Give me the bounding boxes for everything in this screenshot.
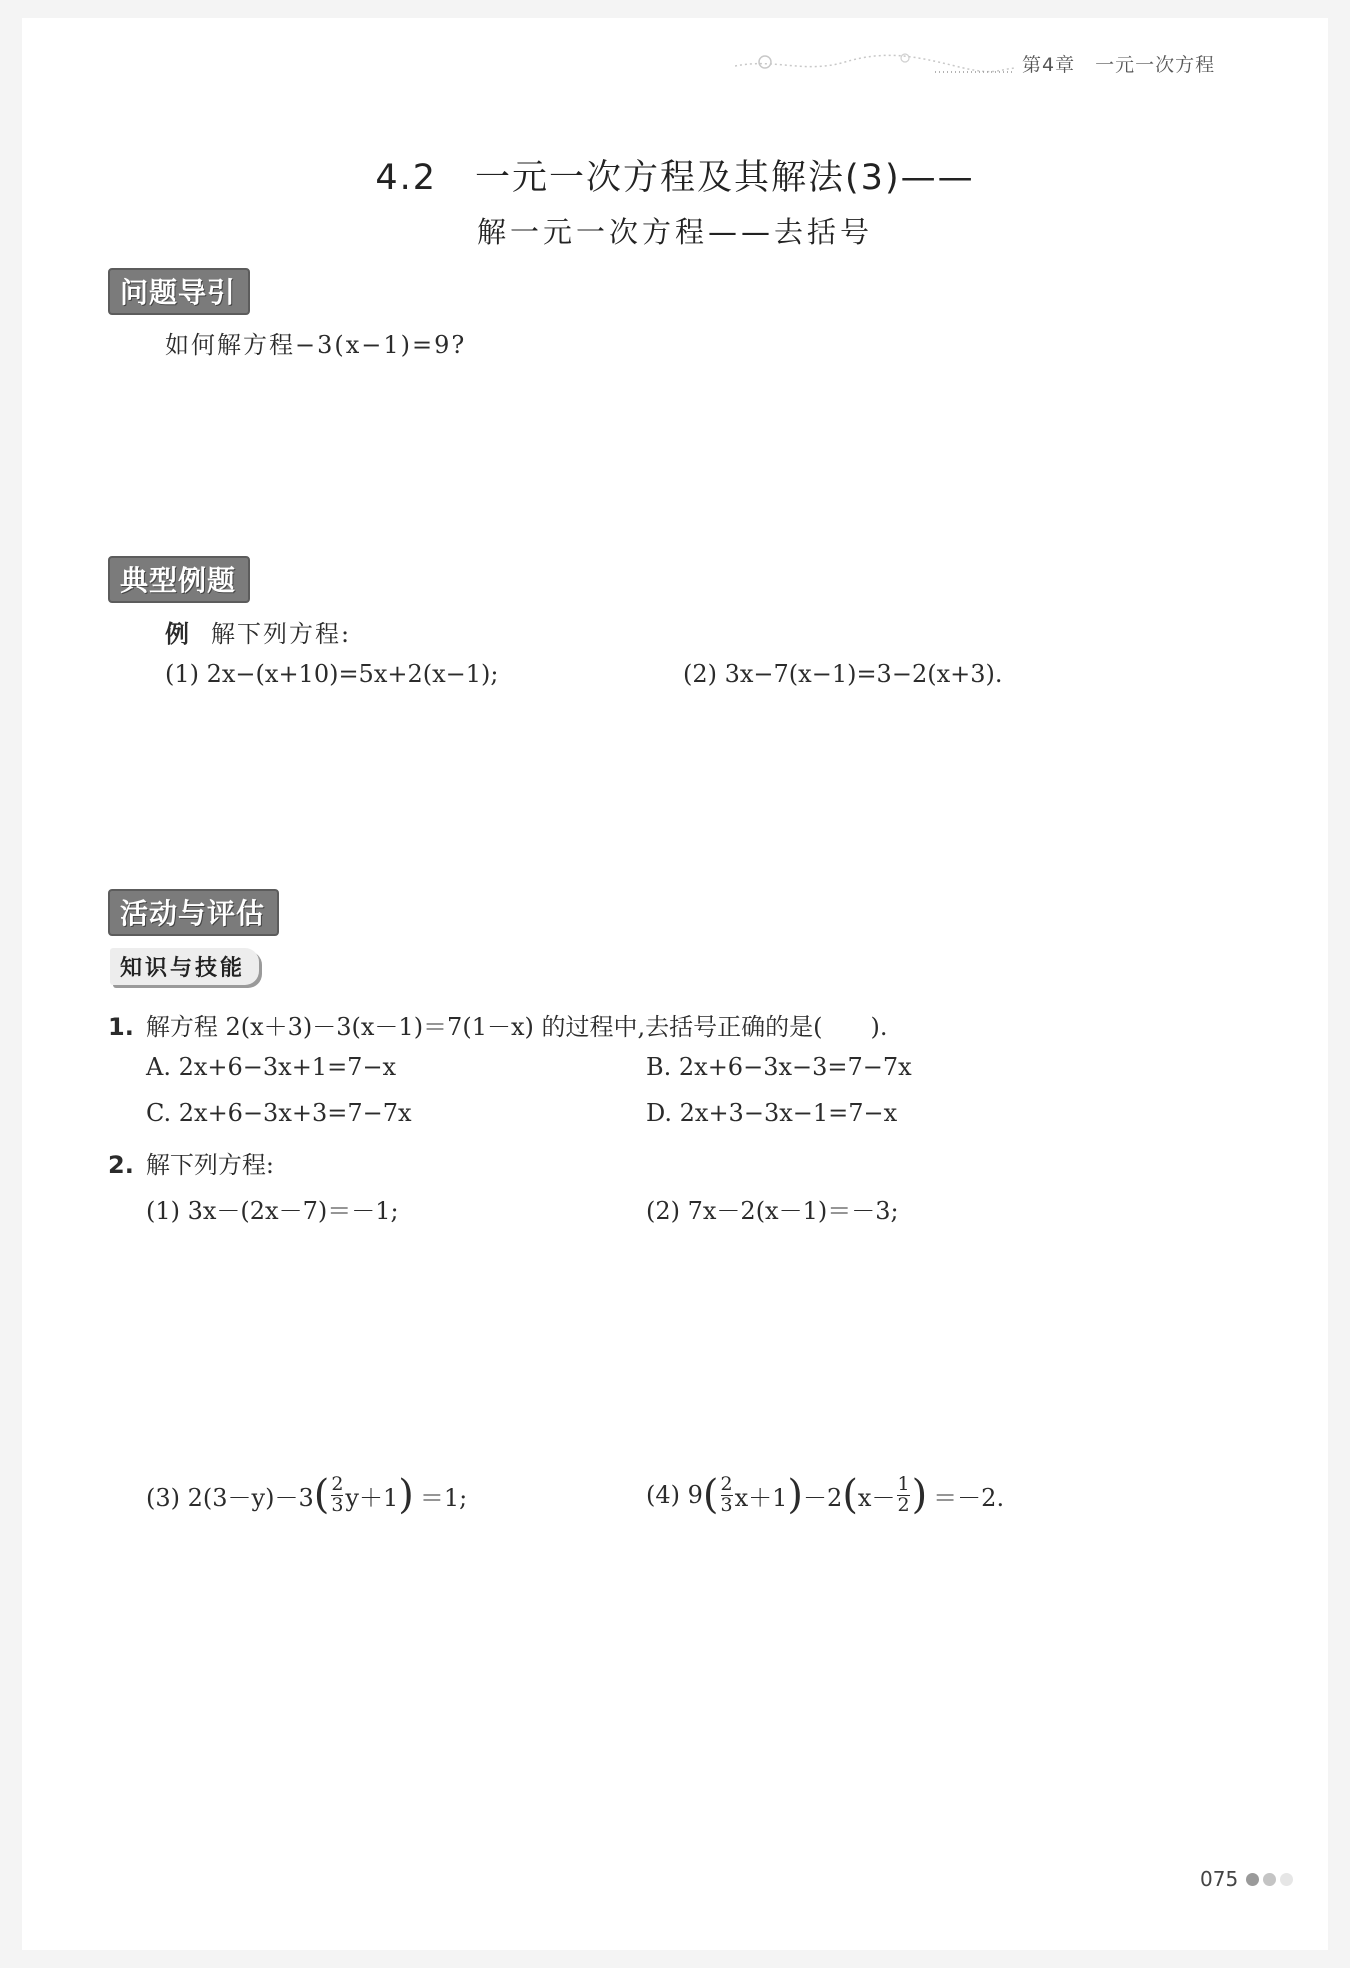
question-1-number: 1. [108, 1013, 134, 1041]
item-4-part-1: x＋1 [734, 1483, 788, 1512]
question-2-item-1: (1) 3x－(2x－7)＝－1; [146, 1197, 399, 1225]
question-2-item-2: (2) 7x－2(x－1)＝－3; [646, 1197, 899, 1225]
badge-intro: 问题导引 [108, 268, 250, 315]
item-3-suffix: ＝1; [419, 1483, 468, 1512]
header-decoration [735, 48, 1015, 78]
section-title-text: 一元一次方程及其解法(3)—— [475, 158, 975, 198]
badge-knowledge-skills: 知识与技能 [110, 948, 259, 985]
fraction-numerator: 2 [720, 1473, 733, 1495]
question-2-item-3 [146, 1472, 468, 1519]
fraction-two-thirds [721, 1475, 733, 1516]
badge-example: 典型例题 [108, 556, 250, 603]
fraction-numerator: 1 [897, 1473, 910, 1495]
fraction-denominator: 2 [897, 1493, 910, 1516]
question-1-stem: 解方程 2(x＋3)－3(x－1)＝7(1－x) 的过程中,去括号正确的是( ). [145, 1013, 888, 1041]
page-number: 075 [1200, 1867, 1239, 1891]
section-number: 4.2 [375, 158, 438, 198]
item-4-part-2: －2 [803, 1483, 843, 1512]
chapter-title: 一元一次方程 [1095, 54, 1216, 76]
chapter-header [1022, 50, 1215, 77]
item-3-prefix: (3) 2(3－y)－3 [146, 1483, 314, 1512]
paren-close: ) [787, 1472, 804, 1519]
page-dot-2 [1263, 1873, 1276, 1886]
paren-open: ( [702, 1472, 719, 1519]
option-b: B. 2x+6−3x−3=7−7x [646, 1053, 912, 1081]
example-item-2: (2) 3x−7(x−1)=3−2(x+3). [683, 660, 1003, 688]
item-4-prefix: (4) 9 [646, 1481, 703, 1510]
example-item-1: (1) 2x−(x+10)=5x+2(x−1); [165, 660, 499, 688]
page-dot-1 [1246, 1873, 1259, 1886]
question-2-stem: 解下列方程: [145, 1151, 274, 1179]
question-2-item-4 [646, 1472, 1005, 1519]
fraction-two-thirds [331, 1475, 343, 1516]
fraction-denominator: 3 [720, 1493, 733, 1516]
paren-close: ) [398, 1472, 414, 1519]
question-2 [108, 1145, 274, 1180]
badge-activity: 活动与评估 [108, 889, 279, 936]
example-heading [165, 614, 351, 649]
paren-open: ( [842, 1472, 858, 1519]
option-c: C. 2x+6−3x+3=7−7x [146, 1099, 412, 1127]
item-4-suffix: ＝－2. [933, 1483, 1005, 1512]
page-number-area [1200, 1867, 1293, 1891]
page-dot-3 [1280, 1873, 1293, 1886]
question-2-number: 2. [108, 1151, 134, 1179]
option-a: A. 2x+6−3x+1=7−x [146, 1053, 397, 1081]
intro-question: 如何解方程−3(x−1)=9? [165, 331, 467, 359]
paren-open: ( [313, 1472, 330, 1519]
fraction-denominator: 3 [331, 1493, 344, 1516]
question-1 [108, 1007, 887, 1042]
section-title [0, 150, 1350, 200]
fraction-one-half [897, 1475, 909, 1516]
item-4-part-3: x－ [857, 1483, 896, 1512]
chapter-number: 第4章 [1022, 54, 1076, 76]
option-d: D. 2x+3−3x−1=7−x [646, 1099, 898, 1127]
example-prompt: 解下列方程: [211, 620, 352, 648]
section-subtitle: 解一元一次方程——去括号 [476, 215, 873, 249]
item-3-middle: y＋1 [345, 1483, 399, 1512]
fraction-numerator: 2 [331, 1473, 344, 1495]
paren-close: ) [911, 1472, 928, 1519]
example-label: 例 [165, 620, 189, 648]
